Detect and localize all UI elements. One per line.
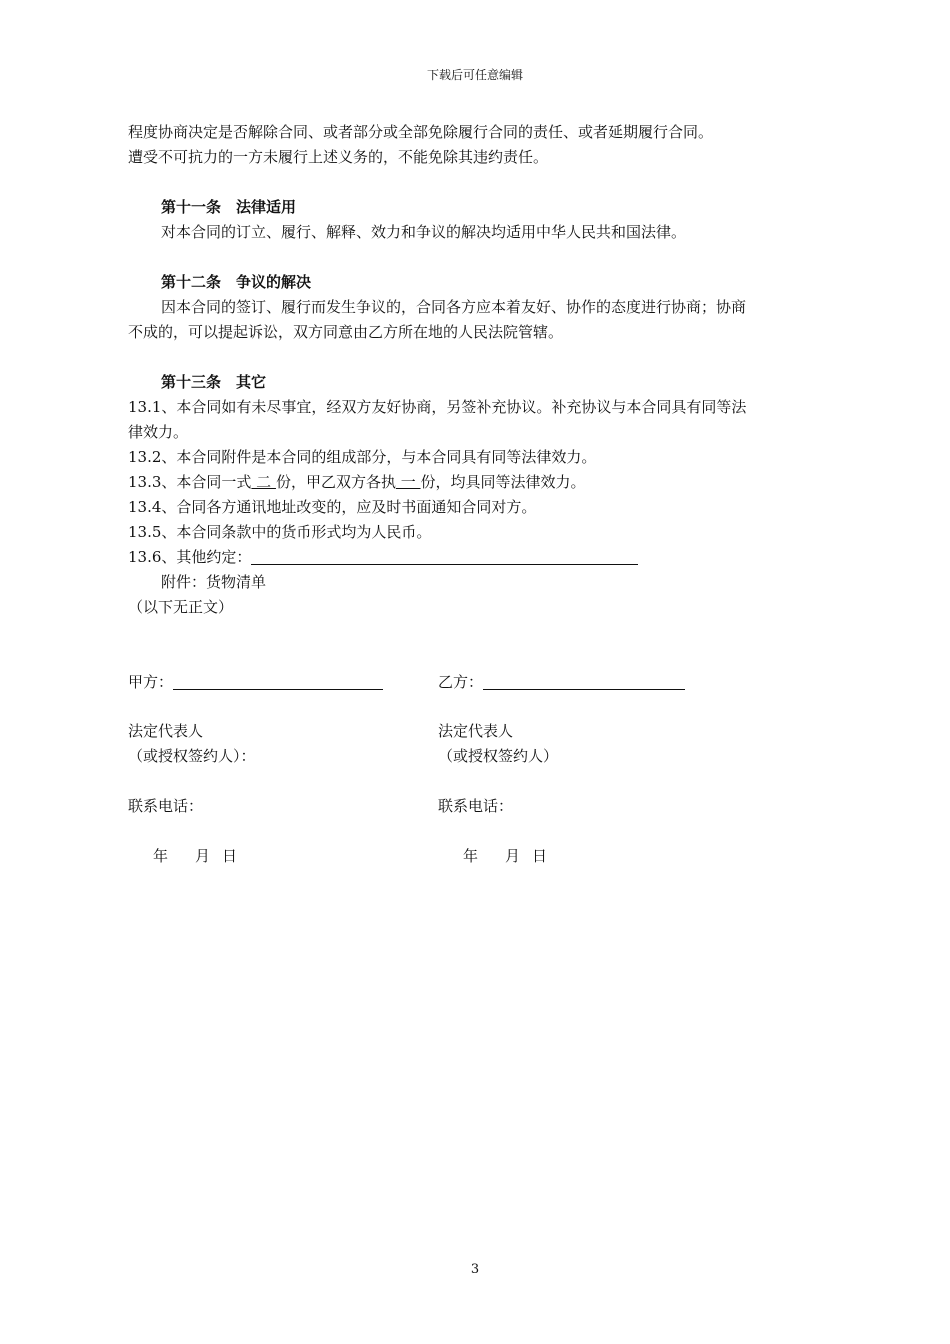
party-b-year: 年: [463, 847, 479, 865]
clause-13-6: [128, 545, 828, 570]
attachment-note: 附件：货物清单: [161, 573, 267, 591]
party-a-day: 日: [222, 847, 238, 865]
party-a-blank[interactable]: [173, 672, 383, 690]
party-b-blank[interactable]: [483, 672, 685, 690]
party-b-day: 日: [532, 847, 548, 865]
party-a-line: [128, 670, 383, 695]
party-b-date: [463, 844, 547, 869]
party-b-line: [438, 670, 685, 695]
copies-each-field: 一: [395, 473, 421, 491]
end-note: （以下无正文）: [128, 598, 234, 616]
party-a-phone-label: 联系电话：: [128, 797, 204, 815]
clause-13-4: 13.4、合同各方通讯地址改变的，应及时书面通知合同对方。: [128, 498, 537, 516]
party-a-date: [153, 844, 237, 869]
clause-13-2: 13.2、本合同附件是本合同的组成部分，与本合同具有同等法律效力。: [128, 448, 597, 466]
article-13-title: 第十三条 其它: [161, 373, 267, 391]
other-terms-blank[interactable]: [251, 547, 638, 565]
article-12-title: 第十二条 争议的解决: [161, 273, 312, 291]
party-a-label: 甲方：: [128, 673, 174, 691]
article-11-text: 对本合同的订立、履行、解释、效力和争议的解决均适用中华人民共和国法律。: [161, 223, 687, 241]
clause-13-3-text: 份，甲乙双方各执: [275, 473, 396, 491]
clause-13-3-text: 份，均具同等法律效力。: [420, 473, 586, 491]
party-a-rep-note: （或授权签约人）：: [128, 747, 256, 765]
party-a-rep-label: 法定代表人: [128, 722, 204, 740]
document-body: [128, 120, 828, 620]
page-header: 下载后可任意编辑: [426, 68, 523, 82]
article-11-title: 第十一条 法律适用: [161, 198, 297, 216]
clause-13-1-line: 律效力。: [128, 423, 189, 441]
paragraph-line: 程度协商决定是否解除合同、或者部分或全部免除履行合同的责任、或者延期履行合同。: [128, 123, 714, 141]
clause-13-6-label: 13.6、其他约定：: [128, 548, 252, 566]
clause-13-1-line: 13.1、本合同如有未尽事宜，经双方友好协商，另签补充协议。补充协议与本合同具有同等法: [128, 398, 747, 416]
copies-total-field: 二: [251, 473, 276, 491]
clause-13-3: [128, 470, 828, 495]
paragraph-line: 遭受不可抗力的一方未履行上述义务的，不能免除其违约责任。: [128, 148, 549, 166]
article-12-line: 不成的，可以提起诉讼，双方同意由乙方所在地的人民法院管辖。: [128, 323, 564, 341]
clause-13-3-text: 13.3、本合同一式: [128, 473, 252, 491]
clause-13-5: 13.5、本合同条款中的货币形式均为人民币。: [128, 523, 432, 541]
party-b-month: 月: [505, 847, 521, 865]
party-b-rep-note: （或授权签约人）: [438, 747, 559, 765]
party-a-year: 年: [153, 847, 169, 865]
party-b-rep-label: 法定代表人: [438, 722, 514, 740]
article-12-line: 因本合同的签订、履行而发生争议的，合同各方应本着友好、协作的态度进行协商；协商: [161, 298, 747, 316]
party-b-label: 乙方：: [438, 673, 484, 691]
party-a-month: 月: [195, 847, 211, 865]
party-b-phone-label: 联系电话：: [438, 797, 514, 815]
page-number: 3: [470, 1262, 480, 1277]
